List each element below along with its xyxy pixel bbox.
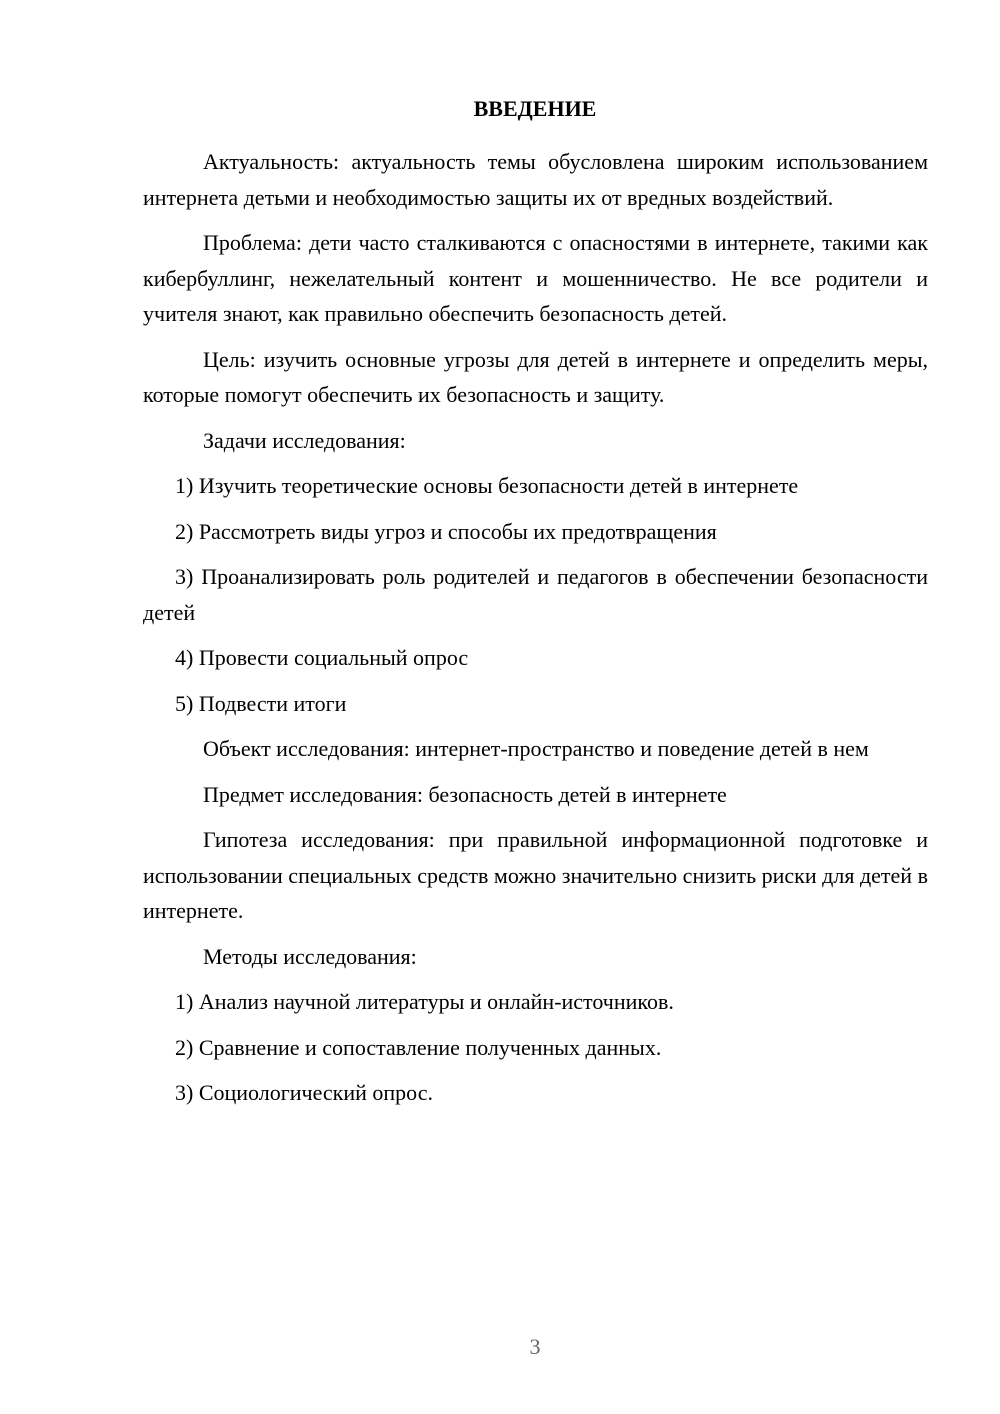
list-item-method-1: 1) Анализ научной литературы и онлайн-источников.	[175, 989, 674, 1014]
page-number: 3	[529, 1334, 541, 1359]
list-item-task-4: 4) Провести социальный опрос	[175, 645, 469, 670]
section-heading: ВВЕДЕНИЕ	[473, 96, 597, 121]
list-item-task-2: 2) Рассмотреть виды угроз и способы их предотвращения	[175, 518, 717, 544]
paragraph-subject: Предмет исследования: безопасность детей в интернете	[203, 781, 727, 807]
paragraph-goal: Цель: изучить основные угрозы для детей в интернете и определить меры, которые помогут обеспечить их безопасность и защиту.	[143, 346, 928, 407]
list-item-method-3: 3) Социологический опрос.	[175, 1080, 433, 1105]
document-body	[143, 144, 928, 1111]
paragraph-hypothesis: Гипотеза исследования: при правильной информационной подготовке и использовании специальных средств можно значительно снизить риски для детей в интернете.	[143, 827, 928, 923]
paragraph-problem: Проблема: дети часто сталкиваются с опасностями в интернете, такими как кибербуллинг, нежелательный контент и мошенничество. Не все родители и учителя знают, как правильно обеспечить безопасность детей.	[143, 230, 928, 326]
paragraph-relevance: Актуальность: актуальность темы обусловлена широким использованием интернета детьми и необходимостью защиты их от вредных воздействий.	[143, 149, 928, 210]
paragraph-methods-title: Методы исследования:	[203, 943, 417, 969]
paragraph-tasks-title: Задачи исследования:	[203, 427, 406, 453]
list-item-task-3: 3) Проанализировать роль родителей и педагогов в обеспечении безопасности детей	[143, 564, 928, 625]
paragraph-object: Объект исследования: интернет-пространство и поведение детей в нем	[203, 736, 869, 761]
list-item-task-5: 5) Подвести итоги	[175, 690, 347, 716]
list-item-task-1: 1) Изучить теоретические основы безопасности детей в интернете	[175, 473, 799, 498]
list-item-method-2: 2) Сравнение и сопоставление полученных данных.	[175, 1034, 662, 1060]
